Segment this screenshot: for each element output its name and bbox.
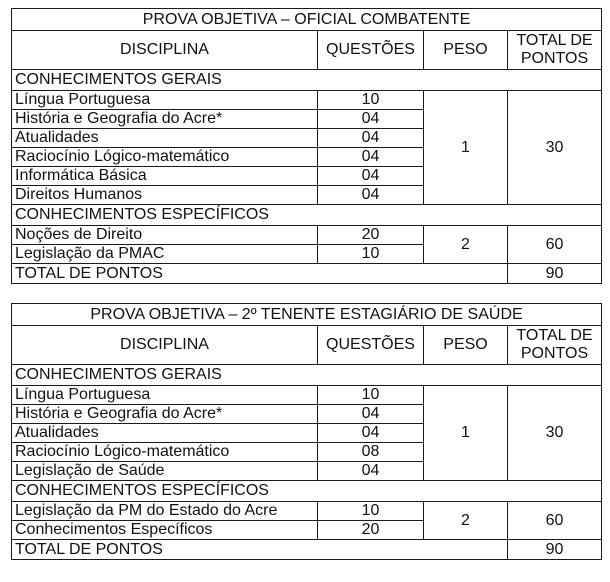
header-weight: PESO	[424, 326, 508, 365]
questions-cell: 04	[318, 405, 424, 424]
specific-weight: 2	[424, 226, 508, 264]
header-discipline: DISCIPLINA	[12, 326, 318, 365]
specific-points: 60	[508, 226, 602, 264]
header-total-line1: TOTAL DE	[516, 32, 593, 49]
questions-cell: 10	[318, 502, 424, 521]
header-questions: QUESTÕES	[318, 31, 424, 70]
discipline-cell: Raciocínio Lógico-matemático	[12, 443, 318, 462]
questions-cell: 04	[318, 462, 424, 481]
header-total-points	[508, 326, 602, 365]
questions-cell: 08	[318, 443, 424, 462]
header-total-line1: TOTAL DE	[516, 327, 593, 344]
discipline-cell: Direitos Humanos	[12, 186, 318, 205]
general-points: 30	[508, 386, 602, 481]
discipline-cell: História e Geografia do Acre*	[12, 110, 318, 129]
discipline-cell: Noções de Direito	[12, 226, 318, 245]
discipline-cell: Legislação da PM do Estado do Acre	[12, 502, 318, 521]
total-label: TOTAL DE PONTOS	[12, 540, 508, 560]
discipline-cell: Informática Básica	[12, 167, 318, 186]
header-questions: QUESTÕES	[318, 326, 424, 365]
section-general: CONHECIMENTOS GERAIS	[12, 365, 602, 386]
general-weight: 1	[424, 91, 508, 205]
discipline-cell: Raciocínio Lógico-matemático	[12, 148, 318, 167]
questions-cell: 04	[318, 129, 424, 148]
header-total-points	[508, 31, 602, 70]
total-label: TOTAL DE PONTOS	[12, 264, 508, 284]
discipline-cell: Atualidades	[12, 129, 318, 148]
discipline-cell: História e Geografia do Acre*	[12, 405, 318, 424]
discipline-cell: Legislação da PMAC	[12, 245, 318, 264]
header-weight: PESO	[424, 31, 508, 70]
exam-table-tenente-saude	[11, 303, 602, 560]
table-title: PROVA OBJETIVA – 2º TENENTE ESTAGIÁRIO DE SAÚDE	[12, 304, 602, 326]
header-total-line2: PONTOS	[520, 50, 589, 67]
specific-weight: 2	[424, 502, 508, 540]
section-general: CONHECIMENTOS GERAIS	[12, 70, 602, 91]
discipline-cell: Conhecimentos Específicos	[12, 521, 318, 540]
questions-cell: 10	[318, 245, 424, 264]
questions-cell: 20	[318, 521, 424, 540]
discipline-cell: Legislação de Saúde	[12, 462, 318, 481]
specific-points: 60	[508, 502, 602, 540]
questions-cell: 04	[318, 148, 424, 167]
questions-cell: 20	[318, 226, 424, 245]
questions-cell: 04	[318, 424, 424, 443]
questions-cell: 04	[318, 186, 424, 205]
section-specific: CONHECIMENTOS ESPECÍFICOS	[12, 481, 602, 502]
section-specific: CONHECIMENTOS ESPECÍFICOS	[12, 205, 602, 226]
questions-cell: 10	[318, 386, 424, 405]
header-discipline: DISCIPLINA	[12, 31, 318, 70]
total-value: 90	[508, 540, 602, 560]
general-weight: 1	[424, 386, 508, 481]
questions-cell: 04	[318, 110, 424, 129]
discipline-cell: Língua Portuguesa	[12, 386, 318, 405]
exam-table-oficial-combatente	[11, 8, 602, 284]
header-total-line2: PONTOS	[520, 345, 589, 362]
questions-cell: 04	[318, 167, 424, 186]
discipline-cell: Atualidades	[12, 424, 318, 443]
table-title: PROVA OBJETIVA – OFICIAL COMBATENTE	[12, 9, 602, 31]
questions-cell: 10	[318, 91, 424, 110]
general-points: 30	[508, 91, 602, 205]
total-value: 90	[508, 264, 602, 284]
discipline-cell: Língua Portuguesa	[12, 91, 318, 110]
